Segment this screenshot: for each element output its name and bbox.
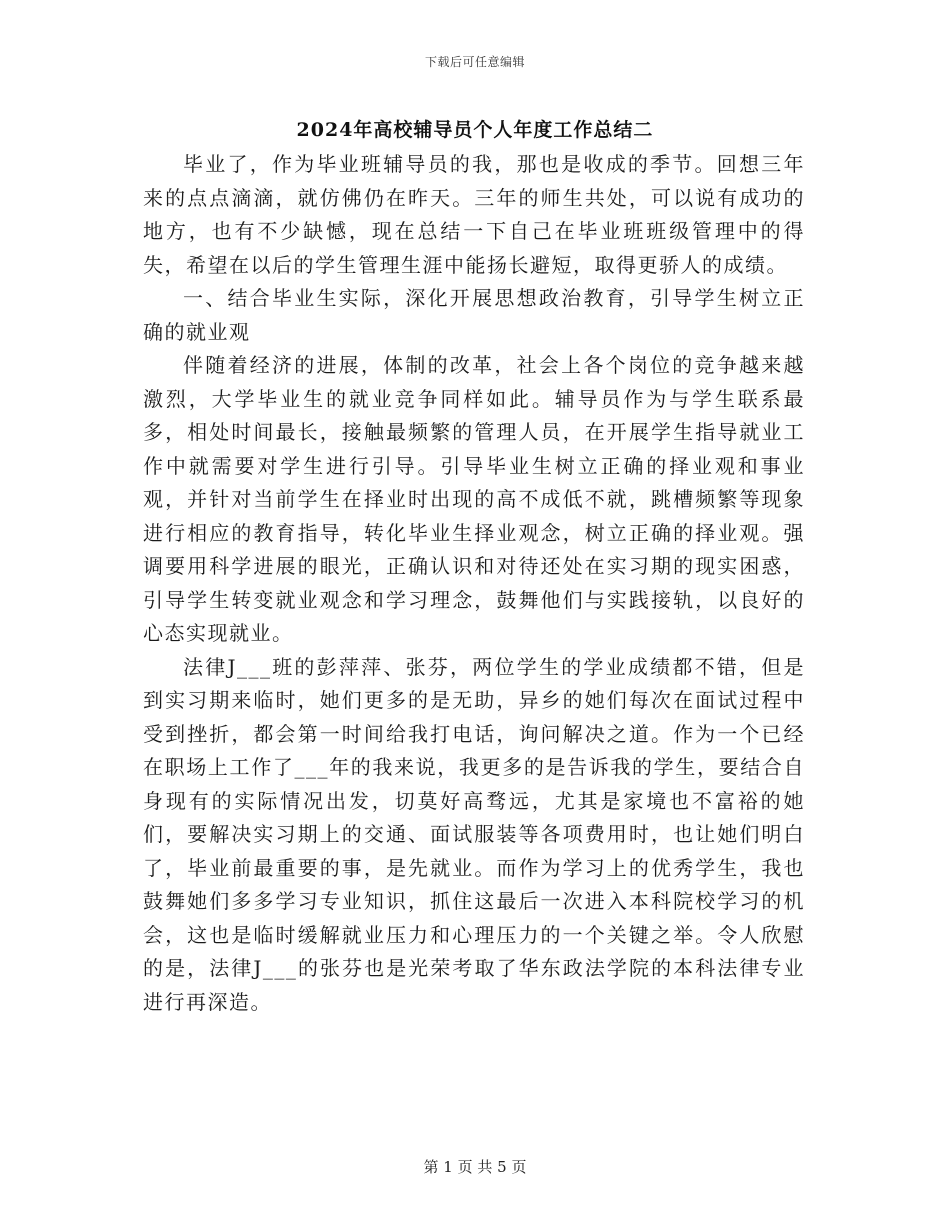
header-note: 下载后可任意编辑 bbox=[424, 55, 525, 69]
document-body bbox=[143, 148, 805, 1019]
section-heading-1: 一、结合毕业生实际，深化开展思想政治教育，引导学生树立正确的就业观 bbox=[143, 286, 805, 344]
paragraph-employment-guidance: 伴随着经济的进展，体制的改革，社会上各个岗位的竞争越来越激烈，大学毕业生的就业竞争同样如此。辅导员作为与学生联系最多，相处时间最长，接触最频繁的管理人员，在开展学生指导就业工作中就需要对学生进行引导。引导毕业生树立正确的择业观和事业观，并针对当前学生在择业时出现的高不成低不就，跳槽频繁等现象进行相应的教育指导，转化毕业生择业观念，树立正确的择业观。强调要用科学进展的眼光，正确认识和对待还处在实习期的现实困惑，引导学生转变就业观念和学习理念，鼓舞他们与实践接轨，以良好的心态实现就业。 bbox=[143, 353, 805, 645]
paragraph-case-study: 法律J___班的彭萍萍、张芬，两位学生的学业成绩都不错，但是到实习期来临时，她们更多的是无助，异乡的她们每次在面试过程中受到挫折，都会第一时间给我打电话，询问解决之道。作为一个已经在职场上工作了___年的我来说，我更多的是告诉我的学生，要结合自身现有的实际情况出发，切莫好高骛远，尤其是家境也不富裕的她们，要解决实习期上的交通、面试服装等各项费用时，也让她们明白了，毕业前最重要的事，是先就业。而作为学习上的优秀学生，我也鼓舞她们多多学习专业知识，抓住这最后一次进入本科院校学习的机会，这也是临时缓解就业压力和心理压力的一个关键之举。令人欣慰的是，法律J___的张芬也是光荣考取了华东政法学院的本科法律专业进行再深造。 bbox=[143, 654, 805, 1014]
paragraph-intro: 毕业了，作为毕业班辅导员的我，那也是收成的季节。回想三年来的点点滴滴，就仿佛仍在昨天。三年的师生共处，可以说有成功的地方，也有不少缺憾，现在总结一下自己在毕业班班级管理中的得失，希望在以后的学生管理生涯中能扬长避短，取得更骄人的成绩。 bbox=[143, 152, 805, 277]
document-title: 2024年高校辅导员个人年度工作总结二 bbox=[296, 119, 654, 141]
page-number: 第 1 页 共 5 页 bbox=[423, 1158, 527, 1176]
